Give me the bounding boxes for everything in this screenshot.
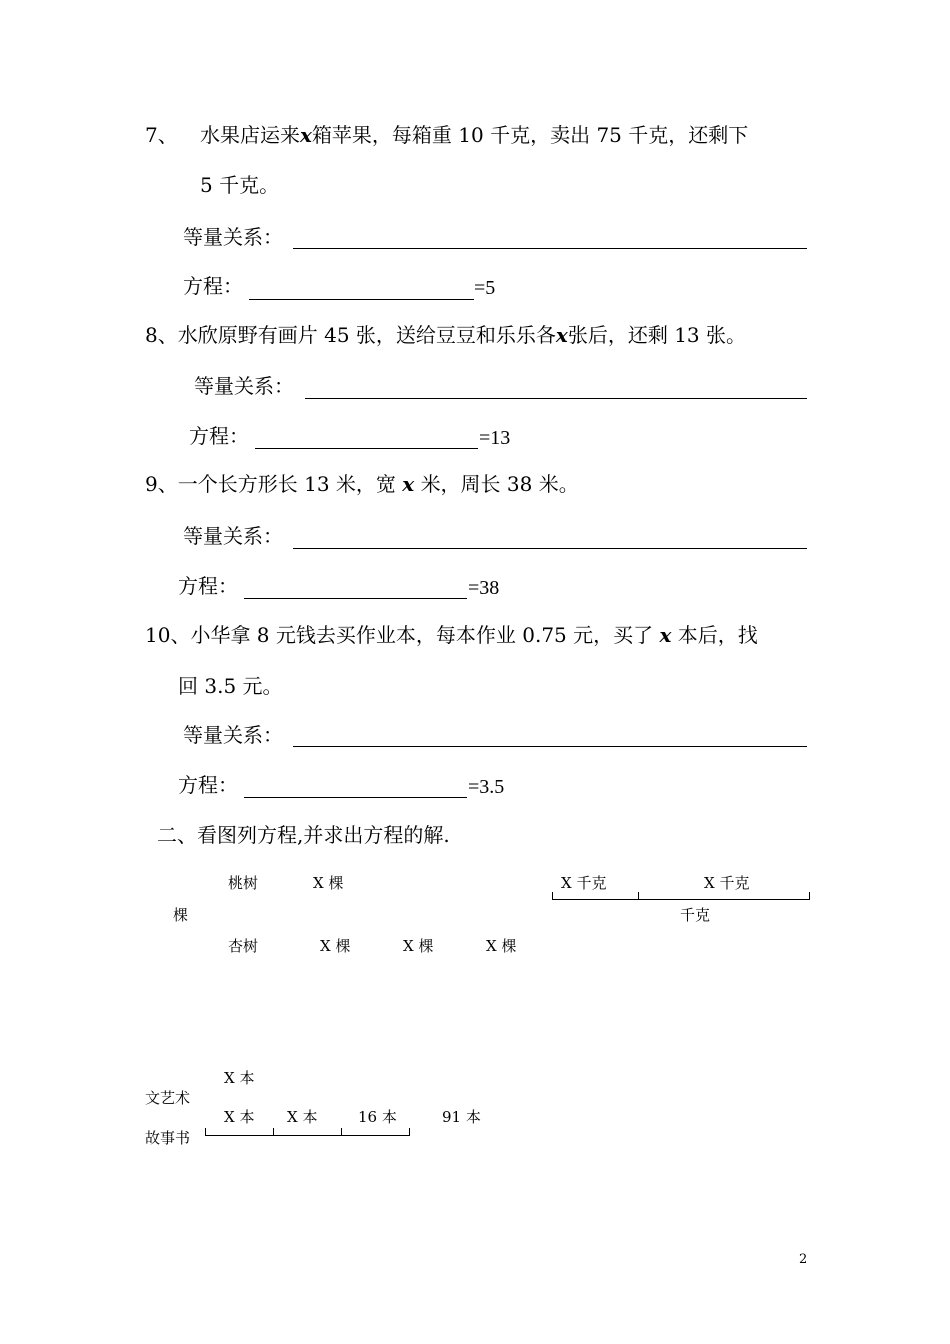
question-8-equation-rhs: =13 (479, 427, 511, 449)
variable-x: x (402, 472, 415, 496)
books-segment-label-2: X 本 (287, 1108, 318, 1126)
question-10-equation-label: 方程： (178, 773, 238, 797)
question-10-relation-blank[interactable] (293, 746, 807, 747)
peach-tree-label: 桃树 (228, 874, 259, 892)
kg-bar-line (552, 899, 810, 900)
books-total-label: 91 本 (442, 1108, 481, 1126)
question-8-text (145, 322, 746, 348)
question-10-text-line2: 回 3.5 元。 (178, 674, 283, 698)
books-bar-tick-3 (341, 1128, 342, 1136)
question-7-relation-label: 等量关系： (183, 225, 283, 249)
books-bar-line (205, 1135, 409, 1136)
apricot-tree-label: 杏树 (228, 937, 259, 955)
question-8-number: 8、 (145, 323, 178, 347)
question-9-relation-blank[interactable] (293, 548, 807, 549)
question-10-equation-rhs: =3.5 (468, 776, 505, 798)
question-8-text-b: 张后，还剩 13 张。 (567, 323, 747, 347)
question-9-number: 9、 (145, 472, 178, 496)
section-2-title: 二、看图列方程,并求出方程的解. (157, 823, 450, 847)
books-bar-tick-1 (205, 1128, 206, 1136)
question-9-text-a: 一个长方形长 13 米，宽 (177, 472, 396, 496)
question-8-relation-label: 等量关系： (194, 374, 294, 398)
question-8-text-a: 水欣原野有画片 45 张，送给豆豆和乐乐各 (177, 323, 556, 347)
question-7-equation-blank[interactable] (249, 299, 474, 300)
variable-x: x (659, 623, 672, 647)
kg-bar-tick-start (552, 892, 553, 900)
question-10-text-b: 本后，找 (677, 623, 758, 647)
kg-total-label: 千克 (680, 906, 711, 924)
question-10-number: 10、 (145, 623, 191, 647)
kg-bar-tick-end (809, 892, 810, 900)
question-9-equation-rhs: =38 (468, 577, 500, 599)
variable-x: x (555, 323, 568, 347)
question-7-number: 7、 (145, 123, 178, 147)
peach-tree-segment-label: X 棵 (313, 874, 344, 892)
question-8-relation-blank[interactable] (305, 398, 807, 399)
question-9-text (145, 471, 579, 497)
question-7-equation-rhs: =5 (474, 277, 496, 299)
question-7-text-line2: 5 千克。 (200, 173, 280, 197)
question-7-relation-blank[interactable] (293, 248, 807, 249)
kg-segment-label-1: X 千克 (561, 874, 607, 892)
question-8-equation-label: 方程： (189, 424, 249, 448)
kg-bar-tick-mid (638, 892, 639, 900)
trees-unit-label: 棵 (173, 906, 189, 924)
question-7-text-b: 箱苹果，每箱重 10 千克，卖出 75 千克，还剩下 (311, 123, 749, 147)
art-books-label: 文艺术 (145, 1089, 191, 1107)
question-10-equation-blank[interactable] (244, 797, 467, 798)
apricot-tree-segment-label-1: X 棵 (320, 937, 351, 955)
question-9-equation-label: 方程： (178, 574, 238, 598)
page-number: 2 (799, 1252, 808, 1267)
books-bar-tick-4 (409, 1128, 410, 1136)
question-7-text (200, 122, 748, 148)
books-top-segment-label: X 本 (224, 1069, 255, 1087)
apricot-tree-segment-label-3: X 棵 (486, 937, 517, 955)
question-8-equation-blank[interactable] (255, 448, 478, 449)
question-10-text (145, 622, 758, 648)
question-10-relation-label: 等量关系： (183, 723, 283, 747)
kg-segment-label-2: X 千克 (704, 874, 750, 892)
question-7-text-a: 水果店运来 (200, 123, 300, 147)
question-9-text-b: 米，周长 38 米。 (420, 472, 579, 496)
question-9-equation-blank[interactable] (244, 598, 467, 599)
books-segment-label-3: 16 本 (358, 1108, 397, 1126)
story-books-label: 故事书 (145, 1129, 191, 1147)
question-7-equation-label: 方程： (183, 274, 243, 298)
apricot-tree-segment-label-2: X 棵 (403, 937, 434, 955)
question-10-text-a: 小华拿 8 元钱去买作业本，每本作业 0.75 元，买了 (190, 623, 654, 647)
question-9-relation-label: 等量关系： (183, 524, 283, 548)
books-segment-label-1: X 本 (224, 1108, 255, 1126)
variable-x: x (300, 123, 312, 147)
books-bar-tick-2 (273, 1128, 274, 1136)
